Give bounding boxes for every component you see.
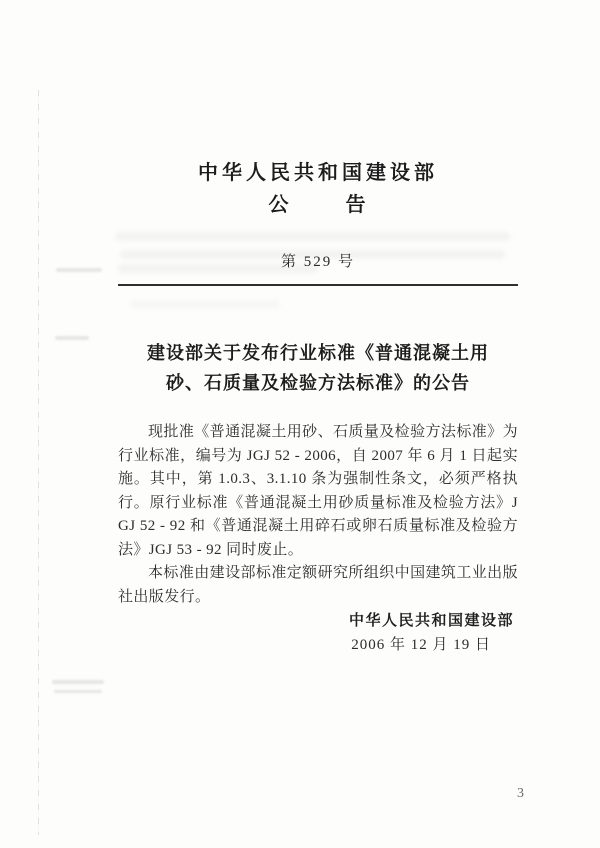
signature-ministry-name: 中华人民共和国建设部 [348,613,514,629]
scan-smudge [55,336,89,340]
body-paragraph-2: 本标准由建设部标准定额研究所组织中国建筑工业出版社出版发行。 [118,565,518,605]
scan-smudge [52,680,104,684]
signature-block [118,609,518,657]
body-paragraph-1: 现批准《普通混凝土用砂、石质量及检验方法标准》为行业标准，编号为 JGJ 52 - 2006，自 2007 年 6 月 1 日起实施。其中，第 1.0.3、3.1.10 条为强制性条文，必须严格执行。原行业标准《普通混凝土用砂质量标准及检验方法》JGJ 52 - 92 和《普通混凝土用碎石或卵石质量标准及检验方法》JGJ 53 - 92 同时废止。 [118,424,518,558]
scan-smudge [54,690,102,693]
signature-date: 2006 年 12 月 19 日 [351,637,491,653]
document-content [118,0,518,657]
announcement-title-line2: 砂、石质量及检验方法标准》的公告 [166,373,470,393]
document-number: 第 529 号 [280,254,355,270]
scan-fold-line [38,90,39,835]
announcement-title-line1: 建设部关于发布行业标准《普通混凝土用 [147,343,489,363]
page-number: 3 [517,786,524,801]
announcement-title [118,338,518,398]
scan-smudge [56,268,102,272]
ministry-name-heading: 中华人民共和国建设部 [198,162,438,184]
header-divider-rule [118,284,518,286]
announcement-word-heading: 公 告 [268,194,368,216]
